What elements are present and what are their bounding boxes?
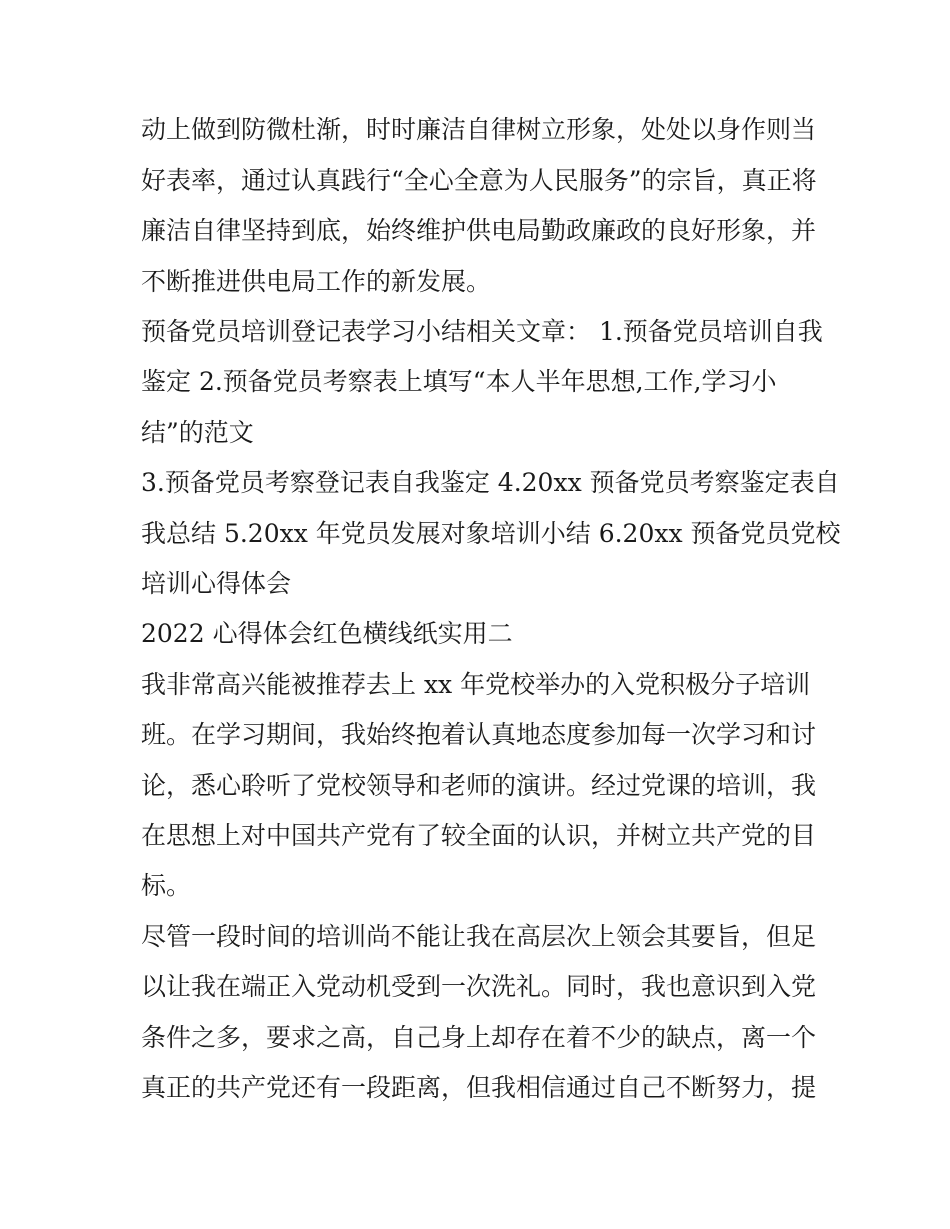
text-line: 鉴定 2.预备党员考察表上填写“本人半年思想,工作,学习小 xyxy=(141,367,777,396)
text-line: 我非常高兴能被推荐去上 xx 年党校举办的入党积极分子培训 xyxy=(141,670,811,699)
text-line: 动上做到防微杜渐，时时廉洁自律树立形象，处处以身作则当 xyxy=(141,115,817,144)
text-line: 我总结 5.20xx 年党员发展对象培训小结 6.20xx 预备党员党校 xyxy=(141,519,841,548)
text-line: 条件之多，要求之高，自己身上却存在着不少的缺点，离一个 xyxy=(141,1023,817,1052)
text-line: 结”的范文 xyxy=(141,418,254,447)
text-line: 标。 xyxy=(141,871,192,900)
text-line: 在思想上对中国共产党有了较全面的认识，并树立共产党的目 xyxy=(141,821,817,850)
section-heading: 2022 心得体会红色横线纸实用二 xyxy=(141,619,513,648)
text-line: 预备党员培训登记表学习小结相关文章： 1.预备党员培训自我 xyxy=(141,317,823,346)
text-line: 不断推进供电局工作的新发展。 xyxy=(141,267,492,296)
text-line: 尽管一段时间的培训尚不能让我在高层次上领会其要旨，但足 xyxy=(141,922,817,951)
text-line: 论，悉心聆听了党校领导和老师的演讲。经过党课的培训，我 xyxy=(141,771,817,800)
text-line: 3.预备党员考察登记表自我鉴定 4.20xx 预备党员考察鉴定表自 xyxy=(141,468,840,497)
text-line: 培训心得体会 xyxy=(141,569,292,598)
text-line: 廉洁自律坚持到底，始终维护供电局勤政廉政的良好形象，并 xyxy=(141,216,817,245)
text-line: 班。在学习期间，我始终抱着认真地态度参加每一次学习和讨 xyxy=(141,720,817,749)
text-line: 以让我在端正入党动机受到一次洗礼。同时，我也意识到入党 xyxy=(141,972,817,1001)
text-line: 好表率，通过认真践行“全心全意为人民服务”的宗旨，真正将 xyxy=(141,166,817,195)
text-line: 真正的共产党还有一段距离，但我相信通过自己不断努力，提 xyxy=(141,1073,817,1102)
